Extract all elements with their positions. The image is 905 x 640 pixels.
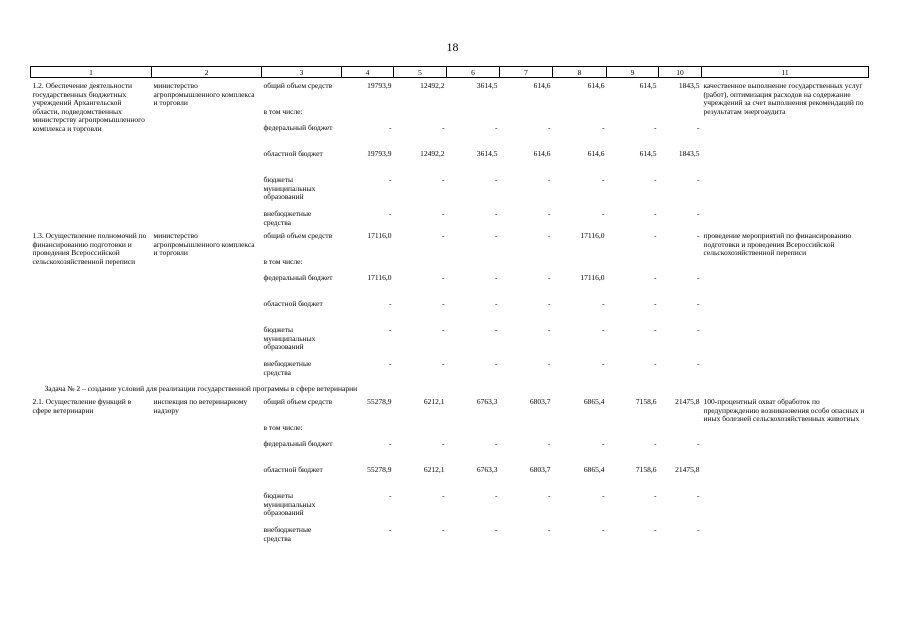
- amount-cell: -: [442, 273, 445, 282]
- amount-cell: -: [697, 299, 700, 308]
- amount-cell: 1843,5: [678, 149, 700, 158]
- amount-cell: -: [442, 175, 445, 184]
- amount-cell: [394, 108, 447, 124]
- col-header: 4: [342, 67, 394, 78]
- amount-cell: -: [389, 209, 392, 218]
- col-header: 3: [262, 67, 342, 78]
- amount-cell: -: [495, 175, 498, 184]
- col-header: 2: [152, 67, 262, 78]
- funding-source: областной бюджет: [263, 149, 323, 158]
- amount-cell: 614,6: [587, 81, 605, 90]
- amount-cell: -: [697, 359, 700, 368]
- amount-cell: 19793,9: [367, 149, 392, 158]
- amount-cell: -: [442, 325, 445, 334]
- program-table: [30, 66, 869, 548]
- col-header: 9: [607, 67, 659, 78]
- amount-cell: -: [548, 525, 551, 534]
- amount-cell: -: [442, 439, 445, 448]
- amount-cell: 17116,0: [367, 273, 392, 282]
- amount-cell: -: [442, 231, 445, 240]
- amount-cell: 17116,0: [580, 273, 605, 282]
- amount-cell: [659, 258, 702, 274]
- amount-cell: 3614,5: [476, 81, 498, 90]
- amount-cell: [553, 424, 607, 440]
- amount-cell: [342, 258, 394, 274]
- amount-cell: 12492,2: [420, 149, 445, 158]
- task-heading: Задача № 2 – создание условий для реализации государственной программы в сфере ветеринарии: [44, 384, 358, 393]
- amount-cell: 6763,3: [476, 397, 498, 406]
- task-row: [31, 382, 869, 398]
- measure-title: 1.3. Осуществление полномочий по финансированию подготовки и проведения Всероссийской сельскохозяйственной переписи: [32, 231, 147, 266]
- amount-cell: -: [697, 491, 700, 500]
- amount-cell: -: [548, 231, 551, 240]
- amount-cell: 3614,5: [476, 149, 498, 158]
- amount-cell: -: [495, 123, 498, 132]
- amount-cell: -: [697, 273, 700, 282]
- amount-cell: -: [495, 209, 498, 218]
- amount-cell: -: [654, 439, 657, 448]
- amount-cell: 17116,0: [580, 231, 605, 240]
- amount-cell: [342, 108, 394, 124]
- amount-cell: -: [495, 359, 498, 368]
- amount-cell: 6865,4: [583, 397, 605, 406]
- amount-cell: [659, 424, 702, 440]
- amount-cell: [607, 108, 659, 124]
- amount-cell: 614,6: [533, 149, 551, 158]
- amount-cell: -: [389, 359, 392, 368]
- funding-source: общий объем средств: [263, 397, 333, 406]
- amount-cell: [607, 424, 659, 440]
- funding-source: внебюджетные средства: [263, 359, 312, 377]
- amount-cell: -: [602, 299, 605, 308]
- amount-cell: -: [442, 123, 445, 132]
- amount-cell: -: [602, 439, 605, 448]
- amount-cell: -: [602, 175, 605, 184]
- amount-cell: -: [697, 525, 700, 534]
- funding-source: в том числе:: [263, 257, 303, 266]
- funding-source: общий объем средств: [263, 81, 333, 90]
- amount-cell: -: [602, 525, 605, 534]
- measure-executor: министерство агропромышленного комплекса и торговли: [153, 81, 255, 108]
- amount-cell: -: [697, 175, 700, 184]
- col-header: 5: [394, 67, 447, 78]
- funding-source: областной бюджет: [263, 465, 323, 474]
- amount-cell: 7158,6: [635, 397, 657, 406]
- amount-cell: -: [654, 175, 657, 184]
- amount-cell: -: [389, 175, 392, 184]
- amount-cell: -: [697, 123, 700, 132]
- budget-row: [31, 82, 869, 108]
- amount-cell: [659, 108, 702, 124]
- amount-cell: -: [495, 273, 498, 282]
- col-header: 8: [553, 67, 607, 78]
- amount-cell: -: [602, 325, 605, 334]
- amount-cell: -: [602, 209, 605, 218]
- amount-cell: -: [548, 209, 551, 218]
- budget-row: [31, 232, 869, 258]
- amount-cell: 55278,9: [367, 397, 392, 406]
- amount-cell: -: [602, 359, 605, 368]
- amount-cell: 6212,1: [423, 397, 445, 406]
- amount-cell: 12492,2: [420, 81, 445, 90]
- amount-cell: 6212,1: [423, 465, 445, 474]
- amount-cell: -: [389, 325, 392, 334]
- amount-cell: 6763,3: [476, 465, 498, 474]
- expected-result: проведение мероприятий по финансированию подготовки и проведения Всероссийской сельскохозяйственной переписи: [703, 231, 852, 258]
- amount-cell: -: [495, 491, 498, 500]
- amount-cell: 614,5: [639, 149, 657, 158]
- amount-cell: [394, 424, 447, 440]
- amount-cell: [394, 258, 447, 274]
- funding-source: общий объем средств: [263, 231, 333, 240]
- amount-cell: -: [548, 359, 551, 368]
- amount-cell: -: [548, 325, 551, 334]
- amount-cell: -: [548, 439, 551, 448]
- expected-result: 100-процентный охват обработок по предупреждению возникновения особо опасных и иных болезней сельскохозяйственных животных: [703, 397, 865, 424]
- funding-source: федеральный бюджет: [263, 123, 333, 132]
- amount-cell: -: [654, 525, 657, 534]
- amount-cell: [500, 424, 553, 440]
- amount-cell: -: [389, 525, 392, 534]
- funding-source: в том числе:: [263, 423, 303, 432]
- amount-cell: -: [654, 491, 657, 500]
- amount-cell: -: [697, 231, 700, 240]
- amount-cell: -: [602, 491, 605, 500]
- amount-cell: -: [697, 209, 700, 218]
- col-header: 1: [31, 67, 152, 78]
- amount-cell: -: [442, 299, 445, 308]
- funding-source: федеральный бюджет: [263, 439, 333, 448]
- col-header: 10: [659, 67, 702, 78]
- amount-cell: 21475,8: [675, 465, 700, 474]
- amount-cell: 614,6: [587, 149, 605, 158]
- amount-cell: -: [548, 123, 551, 132]
- amount-cell: -: [495, 231, 498, 240]
- amount-cell: -: [654, 273, 657, 282]
- column-number-row: [31, 67, 869, 78]
- col-header: 7: [500, 67, 553, 78]
- measure-executor: министерство агропромышленного комплекса и торговли: [153, 231, 255, 258]
- funding-source: федеральный бюджет: [263, 273, 333, 282]
- measure-title: 2.1. Осуществление функций в сфере ветеринарии: [32, 397, 132, 415]
- amount-cell: [447, 258, 500, 274]
- amount-cell: -: [389, 491, 392, 500]
- funding-source: областной бюджет: [263, 299, 323, 308]
- page-number: 18: [446, 40, 459, 54]
- amount-cell: -: [389, 439, 392, 448]
- funding-source: в том числе:: [263, 107, 303, 116]
- amount-cell: 6803,7: [529, 465, 551, 474]
- amount-cell: [342, 424, 394, 440]
- col-header: 11: [702, 67, 869, 78]
- amount-cell: -: [442, 525, 445, 534]
- funding-source: бюджеты муниципальных образований: [263, 491, 316, 518]
- amount-cell: [447, 108, 500, 124]
- measure-title: 1.2. Обеспечение деятельности государственных бюджетных учреждений Архангельской области, подведомственных министерству агропромышленного комплекса и торговли: [32, 81, 145, 133]
- amount-cell: -: [654, 209, 657, 218]
- amount-cell: 7158,6: [635, 465, 657, 474]
- amount-cell: -: [654, 359, 657, 368]
- amount-cell: 6865,4: [583, 465, 605, 474]
- funding-source: бюджеты муниципальных образований: [263, 325, 316, 352]
- amount-cell: -: [495, 299, 498, 308]
- amount-cell: 614,5: [639, 81, 657, 90]
- budget-row: [31, 398, 869, 424]
- amount-cell: -: [442, 491, 445, 500]
- amount-cell: 614,6: [533, 81, 551, 90]
- amount-cell: -: [389, 123, 392, 132]
- amount-cell: -: [697, 325, 700, 334]
- amount-cell: -: [548, 175, 551, 184]
- amount-cell: 17116,0: [367, 231, 392, 240]
- amount-cell: -: [654, 325, 657, 334]
- funding-source: внебюджетные средства: [263, 525, 312, 543]
- amount-cell: -: [389, 299, 392, 308]
- amount-cell: -: [442, 209, 445, 218]
- amount-cell: -: [654, 299, 657, 308]
- amount-cell: -: [602, 123, 605, 132]
- amount-cell: [500, 258, 553, 274]
- measure-executor: инспекция по ветеринарному надзору: [153, 397, 248, 415]
- amount-cell: -: [442, 359, 445, 368]
- amount-cell: 21475,8: [675, 397, 700, 406]
- amount-cell: [607, 258, 659, 274]
- amount-cell: -: [495, 525, 498, 534]
- amount-cell: [447, 424, 500, 440]
- amount-cell: -: [548, 491, 551, 500]
- amount-cell: 6803,7: [529, 397, 551, 406]
- funding-source: бюджеты муниципальных образований: [263, 175, 316, 202]
- amount-cell: 55278,9: [367, 465, 392, 474]
- col-header: 6: [447, 67, 500, 78]
- amount-cell: -: [495, 325, 498, 334]
- amount-cell: [553, 258, 607, 274]
- amount-cell: -: [654, 123, 657, 132]
- amount-cell: -: [495, 439, 498, 448]
- amount-cell: [500, 108, 553, 124]
- expected-result: качественное выполнение государственных услуг (работ), оптимизация расходов на содержание учреждений за счет выполнения рекомендаций по результатам энергоаудита: [703, 81, 864, 116]
- amount-cell: -: [548, 273, 551, 282]
- funding-source: внебюджетные средства: [263, 209, 312, 227]
- amount-cell: -: [697, 439, 700, 448]
- amount-cell: 1843,5: [678, 81, 700, 90]
- amount-cell: -: [654, 231, 657, 240]
- amount-cell: 19793,9: [367, 81, 392, 90]
- amount-cell: [553, 108, 607, 124]
- amount-cell: -: [548, 299, 551, 308]
